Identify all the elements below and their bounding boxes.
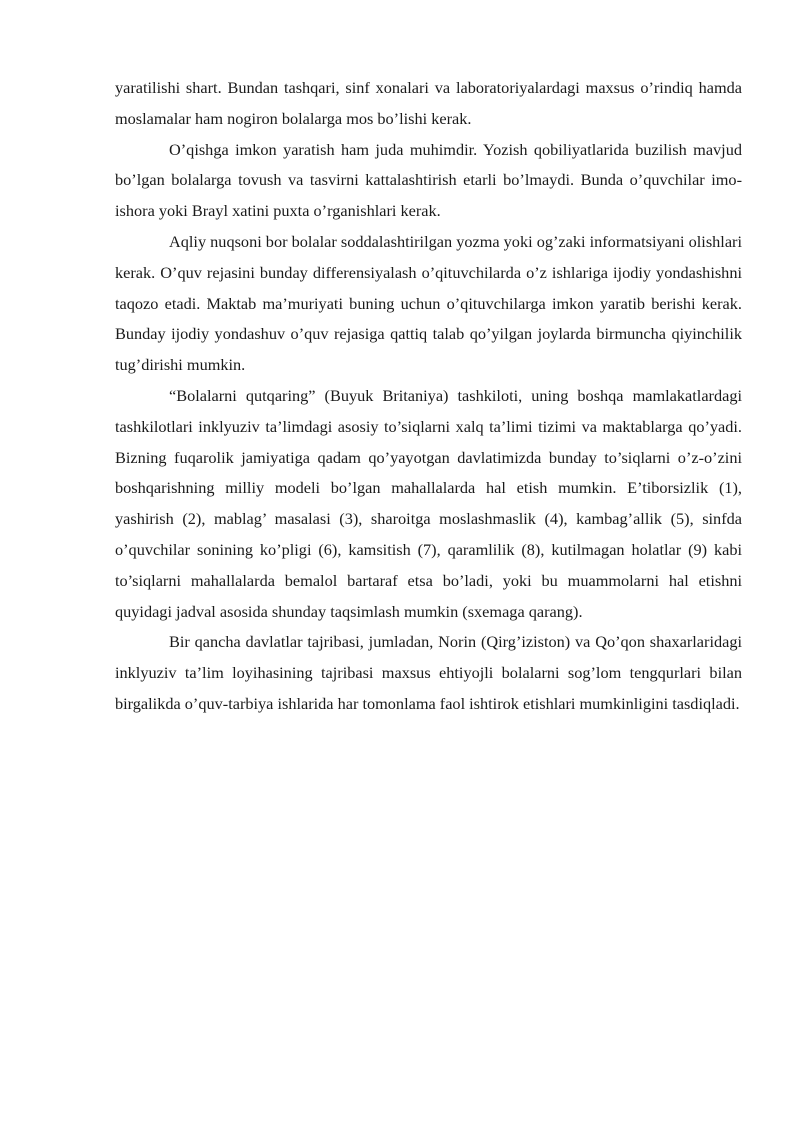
body-text — [115, 73, 742, 720]
paragraph-mental-disability: Aqliy nuqsoni bor bolalar soddalashtirilgan yozma yoki og’zaki informatsiyani olishlari kerak. O’quv rejasini bunday differensiyalash o’qituvchilarda o’z ishlariga ijodiy yondashishni taqozo etadi. Maktab ma’muriyati buning uchun o’qituvchilarga imkon yaratib berishi kerak. Bunday ijodiy yondashuv o’quv rejasiga qattiq talab qo’yilgan joylarda birmuncha qiyinchilik tug’dirishi mumkin. — [115, 231, 742, 375]
paragraph-save-the-children: “Bolalarni qutqaring” (Buyuk Britaniya) tashkiloti, uning boshqa mamlakatlardagi tashkilotlari inklyuziv ta’limdagi asosiy to’siqlarni xalq ta’limi tizimi va maktablarga qo’yadi. Bizning fuqarolik jamiyatiga qadam qo’yayotgan davlatimizda bunday to’siqlarni o’z-o’zini boshqarishning milliy modeli bo’lgan mahallalarda hal etish mumkin. E’tiborsizlik (1), yashirish (2), mablag’ masalasi (3), sharoitga moslashmaslik (4), kambag’allik (5), sinfda o’quvchilar sonining ko’pligi (6), kamsitish (7), qaramlilik (8), kutilmagan holatlar (9) kabi to’siqlarni mahallalarda bemalol bartaraf etsa bo’ladi, yoki bu muammolarni hal etishni quyidagi jadval asosida shunday taqsimlash mumkin (sxemaga qarang). — [115, 385, 742, 621]
paragraph-reading-access: O’qishga imkon yaratish ham juda muhimdir. Yozish qobiliyatlarida buzilish mavjud bo’lgan bolalarga tovush va tasvirni kattalashtirish etarli bo’lmaydi. Bunda o’quvchilar imo-ishora yoki Brayl xatini puxta o’rganishlari kerak. — [115, 139, 742, 221]
paragraph-country-experience: Bir qancha davlatlar tajribasi, jumladan, Norin (Qirg’iziston) va Qo’qon shaxarlaridagi inklyuziv ta’lim loyihasining tajribasi maxsus ehtiyojli bolalarni sog’lom tengqurlari bilan birgalikda o’quv-tarbiya ishlarida har tomonlama faol ishtirok etishlari mumkinligini tasdiqladi. — [115, 632, 742, 713]
paragraph-continuation: yaratilishi shart. Bundan tashqari, sinf xonalari va laboratoriyalardagi maxsus o’rindiq hamda moslamalar ham nogiron bolalarga mos bo’lishi kerak. — [115, 78, 742, 128]
